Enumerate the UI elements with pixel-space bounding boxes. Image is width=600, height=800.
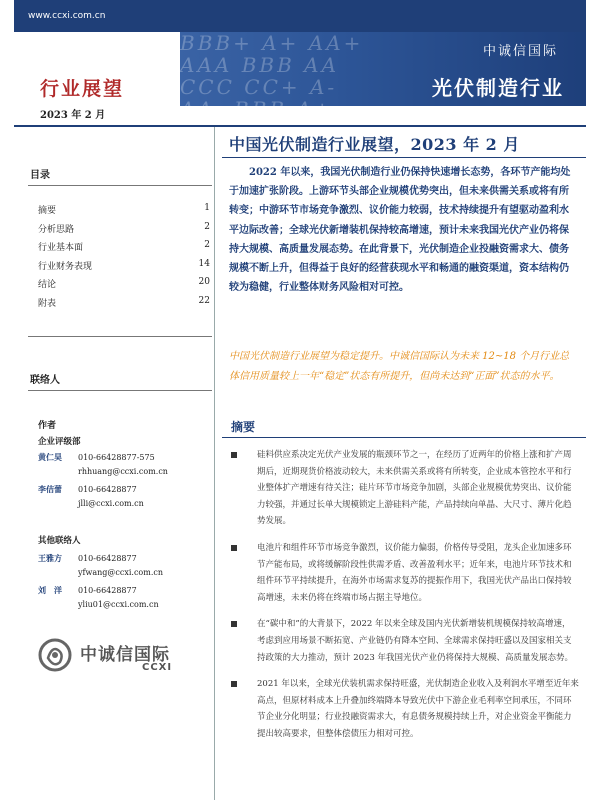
logo-text-en: CCXI bbox=[142, 662, 173, 673]
toc-item[interactable] bbox=[38, 296, 210, 315]
column-divider bbox=[214, 127, 215, 800]
abstract-list bbox=[231, 447, 579, 753]
abstract-item-text: 在“碳中和”的大背景下，2022 年以来全球及国内光伏新增装机规模保持较高增速，考虑到应用场景不断拓宽、产业链仍有降本空间、全球需求保持旺盛以及国家相关支持政策的大力推动，预计 2023 年我国光伏产业仍将保持大规模、高质量发展态势。 bbox=[257, 619, 574, 663]
toc-item[interactable] bbox=[38, 222, 210, 241]
bullet-square-icon bbox=[231, 545, 237, 551]
toc-bottom-divider bbox=[28, 336, 212, 337]
contact-phone: 010-66428877-575 bbox=[78, 453, 155, 462]
contact-person bbox=[38, 452, 210, 476]
toc-item-page: 2 bbox=[204, 240, 210, 250]
bullet-square-icon bbox=[231, 452, 237, 458]
industry-title: 光伏制造行业 bbox=[432, 76, 564, 100]
toc-divider bbox=[28, 185, 212, 186]
logo-text-cn: 中诚信国际 bbox=[80, 645, 170, 665]
abstract-item-text: 硅料供应系决定光伏产业发展的瓶颈环节之一，在经历了近两年的价格上涨和扩产周期后，近期现货价格波动较大，未来供需关系或将有所转变，企业成本管控水平和行业整体扩产增速有待关注；硅片环节市场竞争加剧，头部企业规模优势突出、议价能力较强，并通过长单大规模锁定上游硅料产能，产品持续向单晶、大尺寸、薄片化趋势发展。 bbox=[257, 450, 572, 527]
abstract-item bbox=[231, 616, 579, 666]
toc-title: 目录 bbox=[30, 170, 50, 181]
title-divider bbox=[222, 157, 586, 158]
brand-name: 中诚信国际 bbox=[482, 44, 558, 59]
abstract-title: 摘要 bbox=[231, 420, 256, 434]
contact-person bbox=[38, 585, 210, 609]
summary-paragraph: 2022 年以来，我国光伏制造行业仍保持快速增长态势，各环节产能均处于加速扩张阶段。上游环节头部企业规模优势突出，但未来供需关系或将有所转变；中游环节市场竞争激烈、议价能力较弱，技术持续提升有望驱动盈利水平边际改善；全球光伏新增装机保持较高增速，预计未来我国光伏产业仍将保持大规模、高质量发展态势。在此背景下，光伏制造企业投融资需求大、债务规模不断上升，但得益于良好的经营获现水平和畅通的融资渠道，资本结构仍较为稳健，行业整体财务风险相对可控。 bbox=[229, 167, 571, 294]
contact-person bbox=[38, 484, 210, 508]
contact-group-label: 企业评级部 bbox=[38, 437, 81, 447]
abstract-item bbox=[231, 676, 579, 742]
bullet-square-icon bbox=[231, 681, 237, 687]
contact-phone: 010-66428877 bbox=[78, 485, 137, 494]
logo-mark-icon bbox=[38, 638, 72, 672]
toc-item[interactable] bbox=[38, 259, 210, 278]
toc-item-page: 20 bbox=[198, 277, 210, 287]
header-divider bbox=[14, 125, 586, 127]
toc-item-page: 22 bbox=[198, 295, 210, 306]
contact-name: 黄仁昊 bbox=[38, 452, 62, 462]
toc-item[interactable] bbox=[38, 203, 210, 222]
toc-item-page: 1 bbox=[204, 203, 210, 213]
outlook-statement: 中国光伏制造行业展望为稳定提升。中诚信国际认为未来 12~18 个月行业总体信用质量较上一年“稳定”状态有所提升，但尚未达到“正面”状态的水平。 bbox=[229, 351, 570, 382]
banner-rating-decoration: BBB+ A+ AA+ AAA BBB AA CCC CC+ A- AA- BBB A+ bbox=[180, 31, 364, 121]
report-date: 2023 年 2 月 bbox=[40, 110, 106, 121]
site-url[interactable]: www.ccxi.com.cn bbox=[28, 11, 106, 21]
toc-item[interactable] bbox=[38, 240, 210, 259]
toc-item-label: 摘要 bbox=[38, 206, 57, 216]
header-banner bbox=[180, 31, 586, 121]
top-bar bbox=[14, 0, 586, 32]
contact-name: 王雅方 bbox=[38, 553, 62, 563]
contact-phone: 010-66428877 bbox=[78, 554, 137, 563]
toc-list bbox=[38, 203, 210, 314]
author-label: 作者 bbox=[38, 421, 57, 431]
toc-item-label: 结论 bbox=[38, 280, 57, 290]
contact-name: 李佶蕾 bbox=[38, 484, 62, 494]
contact-name: 刘 洋 bbox=[38, 585, 62, 595]
toc-item-label: 附表 bbox=[38, 298, 57, 309]
contact-group-label: 其他联络人 bbox=[38, 536, 81, 546]
abstract-divider bbox=[222, 437, 586, 438]
contact-email[interactable]: yfwang@ccxi.com.cn bbox=[78, 568, 164, 577]
abstract-item bbox=[231, 447, 579, 530]
toc-item[interactable] bbox=[38, 277, 210, 296]
toc-item-page: 14 bbox=[198, 258, 210, 269]
company-logo bbox=[38, 638, 210, 682]
toc-item-page: 2 bbox=[204, 221, 210, 232]
page-title: 中国光伏制造行业展望，2023 年 2 月 bbox=[229, 135, 520, 154]
contact-email[interactable]: rhhuang@ccxi.com.cn bbox=[78, 467, 168, 476]
bullet-square-icon bbox=[231, 621, 237, 627]
toc-item-label: 行业财务表现 bbox=[38, 261, 93, 272]
toc-item-label: 分析思路 bbox=[38, 224, 75, 235]
contact-email[interactable]: jlli@ccxi.com.cn bbox=[78, 499, 144, 508]
abstract-item-text: 电池片和组件环节市场竞争激烈，议价能力偏弱，价格传导受阻，龙头企业加速多环节产能布局，或将缓解阶段性供需矛盾、改善盈利水平；近年来，电池片环节技术和组件环节平持续提升，在海外市场需求复苏的提振作用下，我国光伏产品出口保持较高增速，未来仍将在终端市场占据主导地位。 bbox=[257, 542, 572, 603]
contacts-divider bbox=[28, 390, 212, 391]
abstract-item-text: 2021 年以来，全球光伏装机需求保持旺盛，光伏制造企业收入及利润水平增至近年来高点，但原材料成本上升叠加终端降本导致光伏中下游企业毛利率空间承压，不同环节企业分化明显；行业投融资需求大，有息债务规模持续上升，对企业资金平衡能力提出较高要求，但整体偿债压力相对可控。 bbox=[257, 679, 579, 739]
toc-item-label: 行业基本面 bbox=[38, 243, 84, 253]
contact-person bbox=[38, 553, 210, 577]
report-type: 行业展望 bbox=[40, 78, 125, 100]
contact-phone: 010-66428877 bbox=[78, 586, 137, 595]
abstract-item bbox=[231, 540, 579, 606]
contacts-title: 联络人 bbox=[30, 375, 60, 386]
contact-email[interactable]: yliu01@ccxi.com.cn bbox=[78, 600, 159, 609]
